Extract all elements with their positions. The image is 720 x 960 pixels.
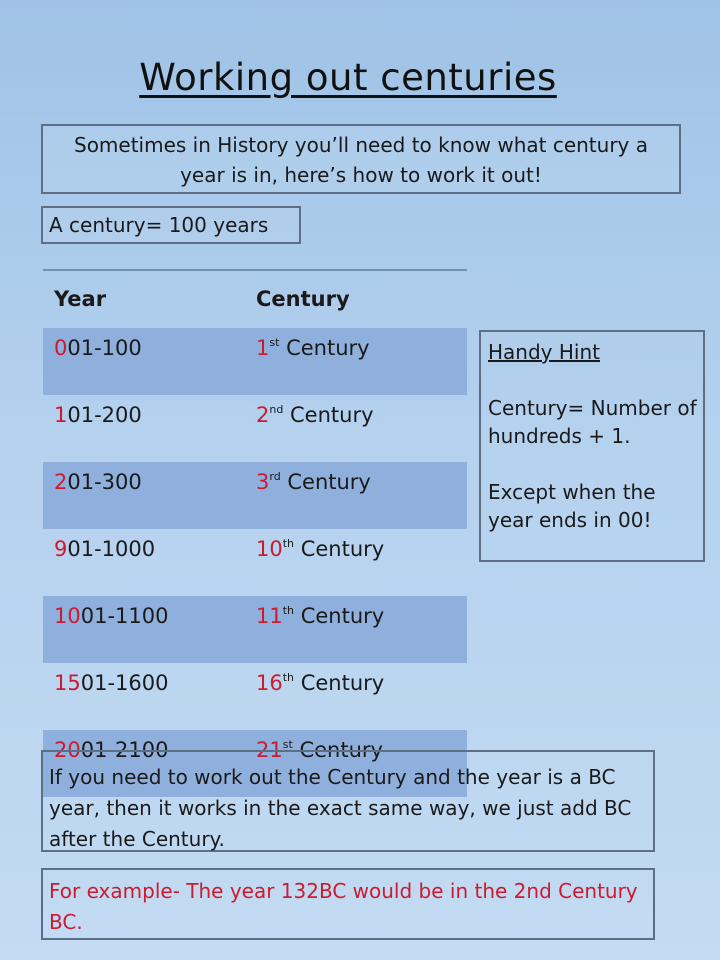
year-prefix: 2 [54,470,68,494]
century-word: Century [283,403,374,427]
century-number: 16 [256,671,283,695]
table-row [43,328,467,395]
century-number: 21 [256,738,283,762]
century-number: 10 [256,537,283,561]
year-prefix: 0 [54,336,68,360]
table-row [43,462,467,529]
year-rest: 01-200 [67,403,142,427]
century-number: 1 [256,336,270,360]
century-word: Century [280,470,371,494]
bc-note-text: If you need to work out the Century and the year is a BC year, then it works in the exact same way, we just add BC after the Century. [49,765,632,851]
hint-title: Handy Hint [488,340,600,364]
year-range-cell [43,529,245,596]
year-range-cell [43,462,245,529]
example-text: For example- The year 132BC would be in the 2nd Century BC. [49,879,638,934]
year-rest: 01-1600 [80,671,169,695]
ordinal-suffix: st [282,738,293,751]
table-header-row [43,270,467,328]
year-prefix: 9 [54,537,68,561]
ordinal-suffix: th [282,537,295,550]
year-rest: 01-1100 [80,604,169,628]
intro-box [41,124,681,194]
century-number: 3 [256,470,270,494]
table-row [43,395,467,462]
century-cell [245,529,467,596]
century-word: Century [279,336,370,360]
year-range-cell [43,596,245,663]
century-definition-box [41,206,301,244]
table-row [43,596,467,663]
table-row [43,529,467,596]
century-cell [245,462,467,529]
century-word: Century [294,671,385,695]
century-number: 2 [256,403,270,427]
year-prefix: 10 [54,604,81,628]
hint-line-2: Except when the year ends in 00! [488,480,656,532]
year-rest: 01-100 [67,336,142,360]
century-word: Century [292,738,383,762]
years-century-table [43,269,467,797]
year-range-cell [43,328,245,395]
year-prefix: 15 [54,671,81,695]
year-prefix: 1 [54,403,68,427]
century-word: Century [294,537,385,561]
year-rest: 01-300 [67,470,142,494]
century-cell [245,663,467,730]
century-number: 11 [256,604,283,628]
example-box [41,868,655,940]
ordinal-suffix: th [282,604,295,617]
century-definition-text: A century= 100 years [49,213,269,237]
intro-text: Sometimes in History you’ll need to know what century a year is in, here’s how to work it out! [74,133,648,187]
bc-note-box [41,750,655,852]
ordinal-suffix: th [282,671,295,684]
year-range-cell [43,395,245,462]
year-prefix: 20 [54,738,81,762]
century-cell [245,328,467,395]
century-column-header: Century [256,287,350,311]
page-title: Working out centuries [139,56,557,99]
ordinal-suffix: st [269,336,280,349]
ordinal-suffix: rd [269,470,281,483]
year-range-cell [43,663,245,730]
year-column-header: Year [54,287,107,311]
century-cell [245,395,467,462]
ordinal-suffix: nd [269,403,284,416]
handy-hint-box [479,330,705,562]
hint-line-1: Century= Number of hundreds + 1. [488,396,697,448]
year-rest: 01-2100 [80,738,169,762]
table-body [43,328,467,797]
table-row [43,663,467,730]
year-rest: 01-1000 [67,537,156,561]
century-word: Century [294,604,385,628]
century-cell [245,596,467,663]
